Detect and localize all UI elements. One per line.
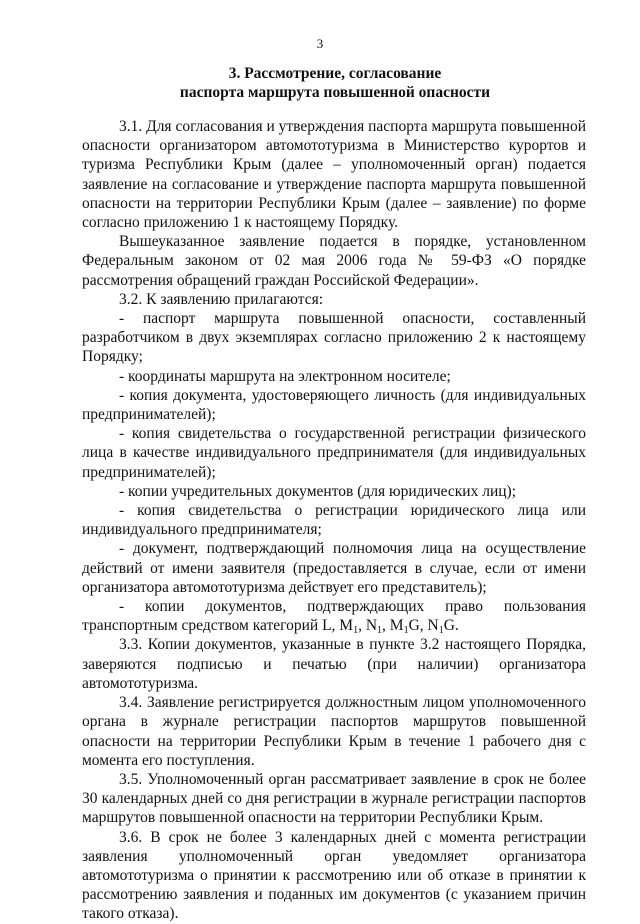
license-text: , M — [382, 617, 404, 635]
list-item: - копия документа, удостоверяющего личность (для индивидуальных предпринимателей); — [82, 386, 586, 424]
subscript: 1 — [438, 625, 444, 637]
subscript: 1 — [377, 625, 383, 637]
list-item: - паспорт маршрута повышенной опасности, составленный разработчиком в двух экземплярах согласно приложению 2 к настоящему Порядку; — [82, 310, 586, 366]
license-text: G, N — [408, 617, 439, 635]
list-item-license — [82, 597, 586, 635]
license-text: G. — [443, 617, 459, 635]
subscript: 1 — [353, 625, 359, 637]
paragraph: 3.1. Для согласования и утверждения паспорта маршрута повышенной опасности организатором автомототуризма в Министерство курортов и туризма Республики Крым (далее – уполномоченный орган) подается заявление на согласование и утверждение паспорта маршрута повышенной опасности на территории Республики Крым (далее – заявление) по форме согласно приложению 1 к настоящему Порядку. — [82, 118, 586, 232]
list-item: - копия свидетельства о регистрации юридического лица или индивидуального предпринимателя; — [82, 502, 586, 539]
page-number: 3 — [316, 36, 324, 51]
license-text: - копии документов, подтверждающих право пользования транспортным средством категорий L, M — [82, 598, 586, 635]
list-item: - координаты маршрута на электронном носителе; — [119, 367, 451, 385]
subscript: 1 — [403, 625, 409, 637]
list-item: - копия свидетельства о государственной регистрации физического лица в качестве индивидуального предпринимателя (для индивидуальных предпринимателей); — [82, 425, 586, 481]
heading-line-2: паспорта маршрута повышенной опасности — [179, 84, 491, 101]
paragraph: 3.6. В срок не более 3 календарных дней с момента регистрации заявления уполномоченный орган уведомляет организатора автомототуризма о принятии к рассмотрению или об отказе в принятии к рассмотрению заявления и поданных им документов (с указанием причин такого отказа). — [82, 828, 586, 923]
document-body — [82, 117, 586, 924]
license-text: , N — [358, 617, 378, 635]
heading-line-1: 3. Рассмотрение, согласование — [228, 65, 442, 82]
paragraph: Вышеуказанное заявление подается в порядке, установленном Федеральным законом от 02 мая 2006 года № 59-ФЗ «О порядке рассмотрения обращений граждан Российской Федерации». — [82, 233, 586, 289]
paragraph: 3.5. Уполномоченный орган рассматривает заявление в срок не более 30 календарных дней со дня регистрации в журнале регистрации паспортов маршрутов повышенной опасности на территории Республики Крым. — [82, 770, 586, 827]
section-heading — [60, 64, 610, 102]
paragraph: 3.3. Копии документов, указанные в пункте 3.2 настоящего Порядка, заверяются подписью и печатью (при наличии) организатора автомототуризма. — [82, 636, 586, 692]
paragraph: 3.4. Заявление регистрируется должностным лицом уполномоченного органа в журнале регистрации паспортов маршрутов повышенной опасности на территории Республики Крым в течение 1 рабочего дня с момента его поступления. — [82, 694, 586, 769]
list-item: - копии учредительных документов (для юридических лиц); — [119, 482, 516, 500]
paragraph: 3.2. К заявлению прилагаются: — [119, 290, 324, 308]
list-item: - документ, подтверждающий полномочия лица на осуществление действий от имени заявителя (предоставляется в случае, если от имени организатора автомототуризма действует его представитель); — [82, 540, 586, 596]
